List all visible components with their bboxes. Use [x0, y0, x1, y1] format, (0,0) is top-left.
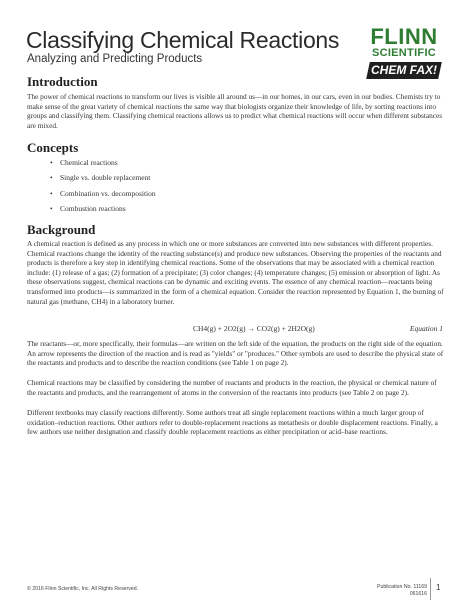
introduction-heading: Introduction: [27, 74, 98, 89]
page-subtitle: Analyzing and Predicting Products: [27, 53, 203, 65]
concept-item: • Combustion reactions: [50, 204, 156, 219]
logo-chemfax-text: CHEM FAX!: [371, 63, 437, 77]
background-paragraph-2: The reactants—or, more specifically, their formulas—are written on the left side of the equation, the products on the right side of the equation. An arrow represents the direction of the reaction and is read as "yields" or "produces." Other symbols are used to describe the physical state of the reactants and products and to describe the reaction conditions (see Table 1 on page 2).: [27, 339, 444, 368]
introduction-text: The power of chemical reactions to transform our lives is visible all around us—in our homes, in our cars, even in our bodies. Chemists try to make sense of the great variety of chemical reactions the same way that biologists organize their knowledge of life, by sorting reactions into groups and classifying them. Classifying chemical reactions allows us to predict what chemical reactions will occur when different substances are mixed.: [27, 92, 443, 130]
background-paragraph-4: Different textbooks may classify reactions differently. Some authors treat all single replacement reactions within a much larger group of oxidation–reduction reactions. Other authors refer to double-replacement reactions as metathesis or double displacement reactions. Finally, a few authors use neither designation and classify double replacement reactions as either precipitation or acid–base reactions.: [27, 408, 438, 437]
concepts-list: [50, 158, 156, 219]
footer-publication: [377, 584, 427, 598]
concepts-heading: Concepts: [27, 140, 79, 155]
equation-label: Equation 1: [409, 324, 443, 333]
page-number: 1: [436, 583, 441, 592]
concept-item: • Combination vs. decomposition: [50, 189, 156, 204]
publication-code: 061616: [409, 591, 427, 597]
concept-item: • Chemical reactions: [50, 158, 156, 173]
background-heading: Background: [27, 222, 96, 237]
equation: CH4(g) + 2O2(g) → CO2(g) + 2H2O(g): [193, 324, 315, 333]
equation-row: [27, 324, 445, 336]
background-paragraph-1: A chemical reaction is defined as any process in which one or more substances are converted into new substances with different properties. Chemical reactions change the identity of the reacting substance(s) and produce new substances. Observing the properties of the reactants and products is therefore a key step in identifying chemical reactions. Some of the observations that may be associated with a chemical reaction include: (1) release of a gas; (2) formation of a precipitate; (3) color changes; (4) temperature changes; (5) emission or absorption of light. As these observations suggest, chemical reactions can be dynamic and exciting events. The essence of any chemical reaction—reactants being transformed into products—is summarized in the form of a chemical equation. Consider the reaction represented by Equation 1, the burning of natural gas (methane, CH4) in a laboratory burner.: [27, 239, 444, 306]
logo-flinn-text: FLINN: [370, 24, 438, 49]
footer-divider: [430, 578, 431, 600]
logo-scientific-text: SCIENTIFIC: [371, 47, 437, 59]
concept-item: • Single vs. double replacement: [50, 173, 156, 188]
footer-copyright: © 2016 Flinn Scientific, Inc. All Rights Reserved.: [27, 586, 139, 592]
background-paragraph-3: Chemical reactions may be classified by considering the number of reactants and products in the reaction, the physical or chemical nature of the reactants and products, and the rearrangement of atoms in the conversion of the reactants into products (see Table 2 on page 2).: [27, 378, 437, 397]
publication-number: Publication No. 11169: [377, 584, 427, 590]
flinn-logo: [358, 26, 450, 84]
page-title: Classifying Chemical Reactions: [26, 27, 340, 53]
